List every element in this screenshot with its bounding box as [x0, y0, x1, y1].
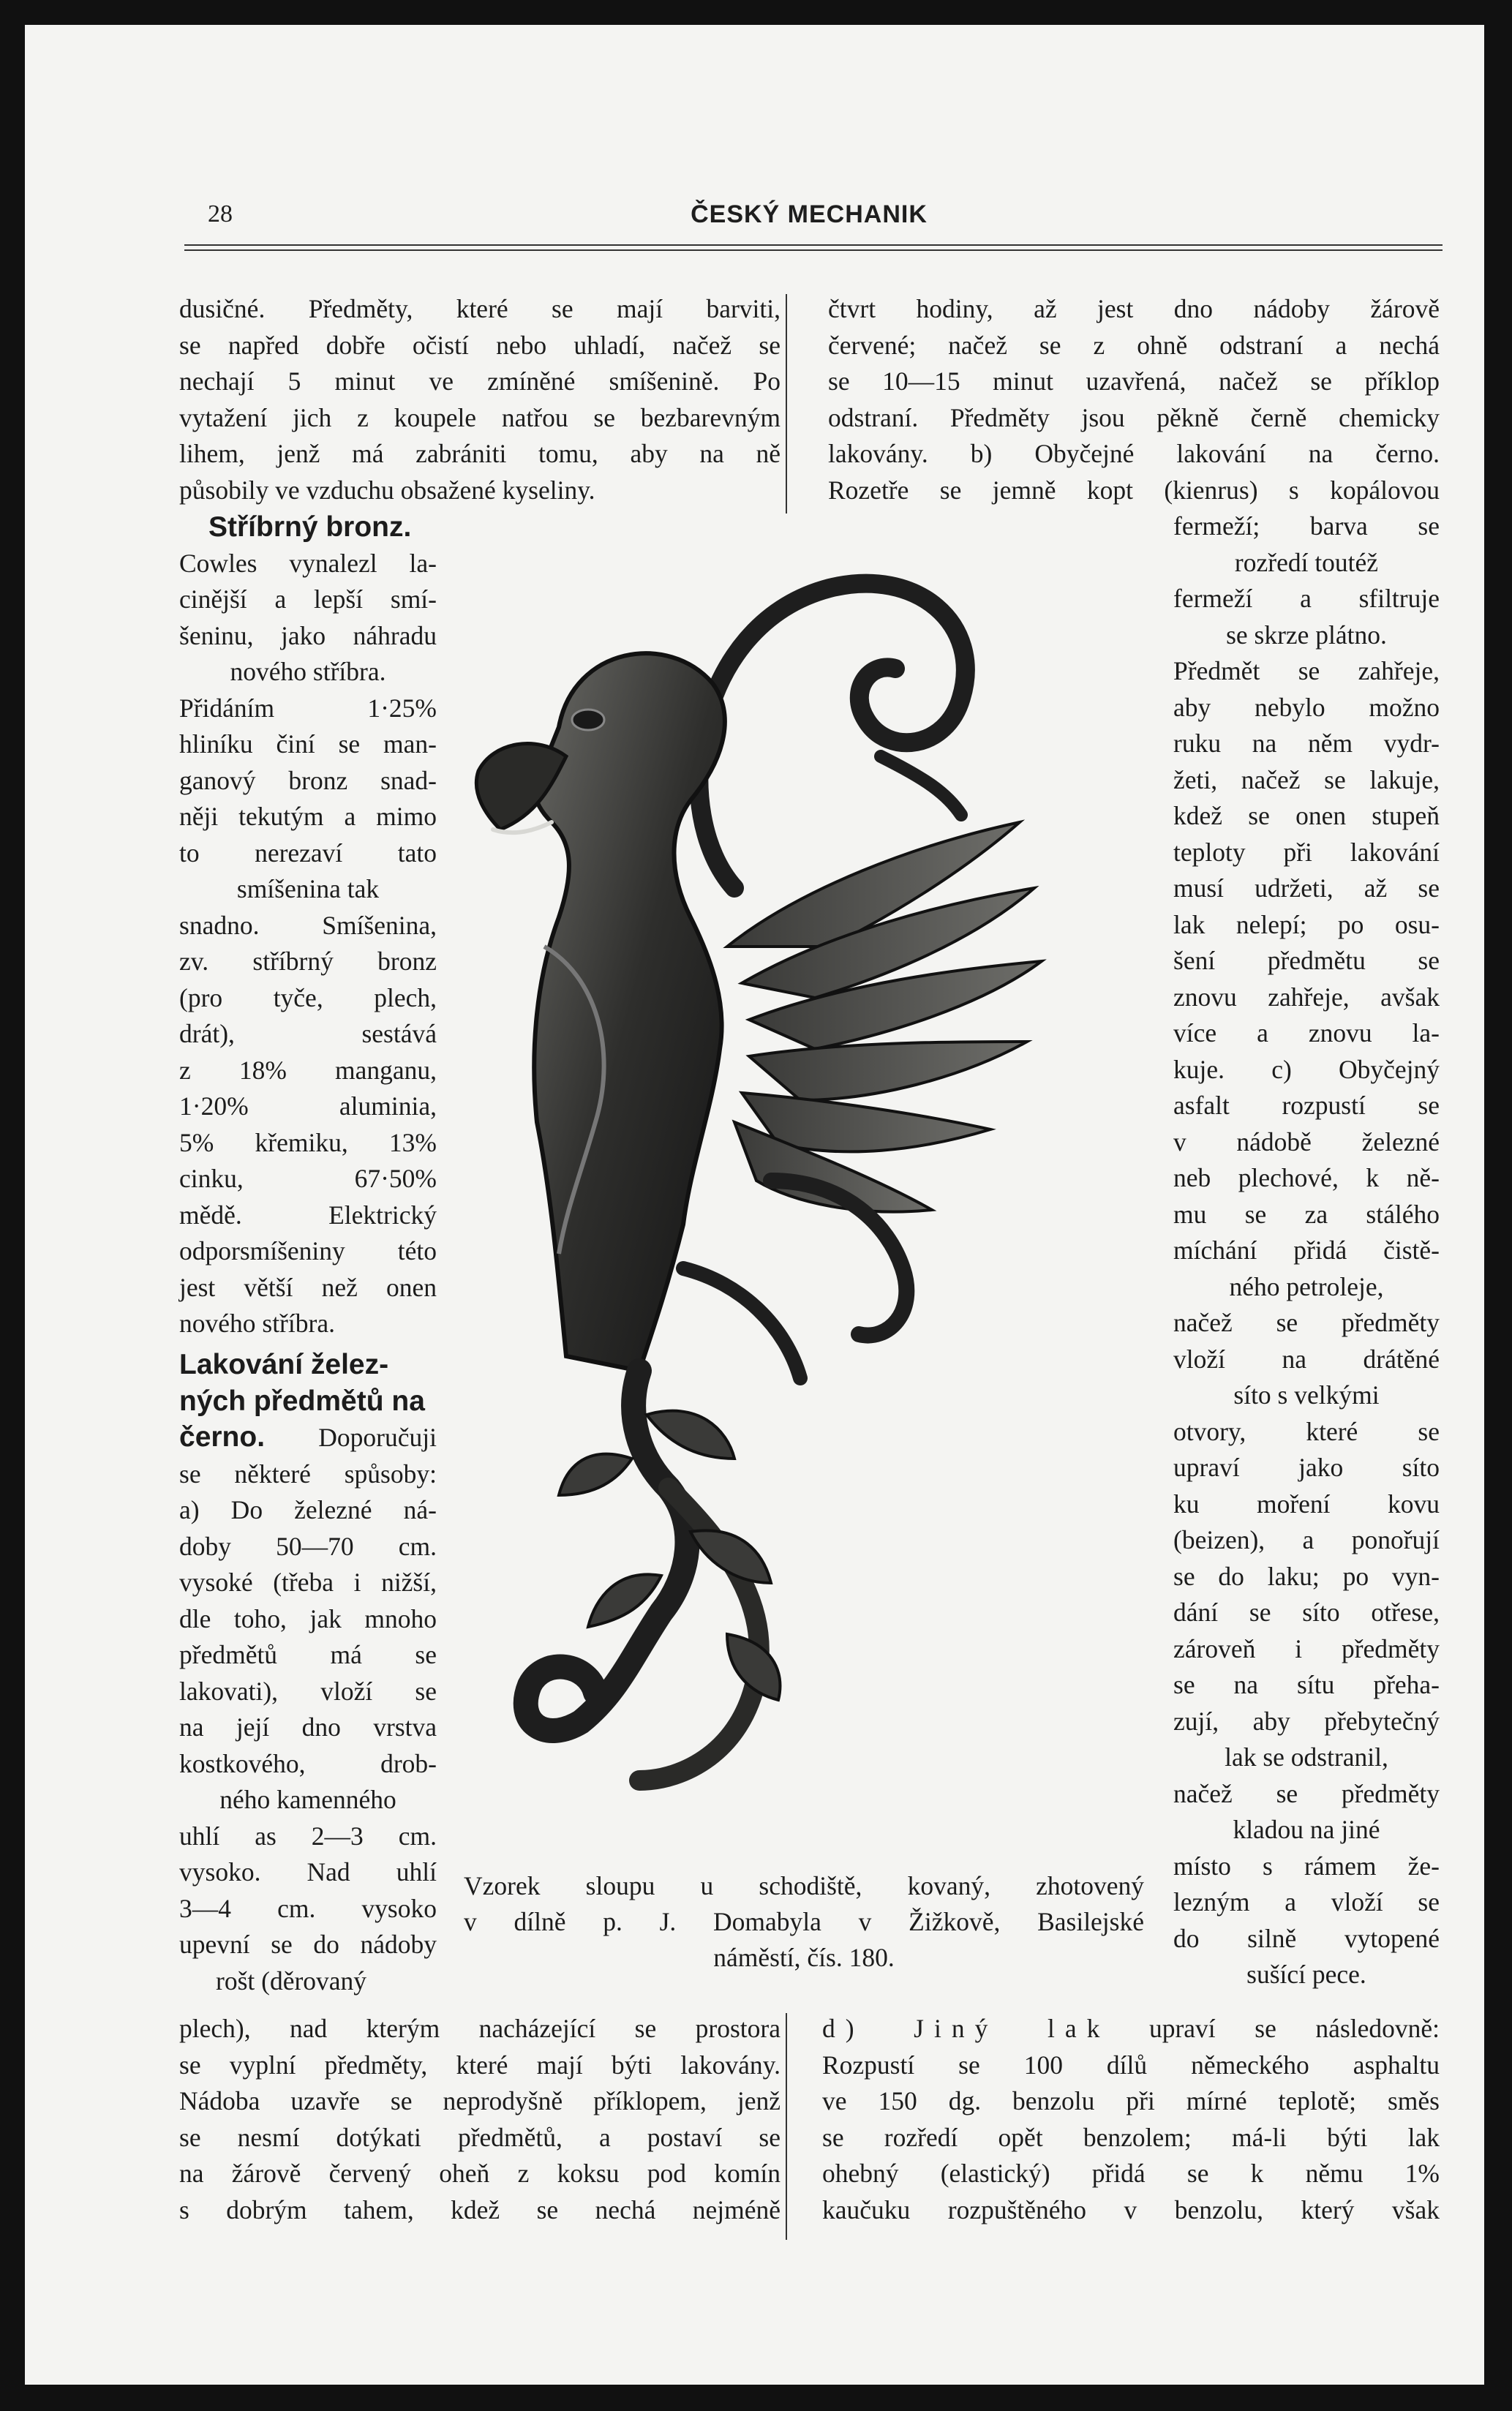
text-line: Přidáním 1·25% [179, 693, 437, 723]
text-line: vloží na drátěné [1173, 1344, 1440, 1374]
right-column-bottom [822, 2011, 1440, 2228]
text-line: lihem, jenž má zabrániti tomu, aby na ně [179, 439, 781, 468]
text-line: lak se odstranil, [1225, 1742, 1388, 1772]
text-line: teploty při lakování [1173, 837, 1440, 867]
journal-title: ČESKÝ MECHANIK [691, 200, 928, 228]
page [25, 25, 1484, 2385]
text-line: uhlí as 2—3 cm. [179, 1821, 437, 1851]
text-line: rozředí toutéž [1234, 547, 1379, 577]
header-rule-top [184, 244, 1443, 246]
text-line: zv. stříbrný bronz [179, 947, 437, 976]
text-line: vysoko. Nad uhlí [179, 1857, 437, 1887]
text-line: smíšenina tak [236, 874, 380, 903]
text-line: ganový bronz snad- [179, 765, 437, 795]
left-column-bottom [179, 2011, 781, 2228]
text-line: zují, aby přebytečný [1173, 1706, 1440, 1736]
text-line: se 10—15 minut uzavřená, načež se příklop [828, 366, 1440, 396]
text-line: cinku, 67·50% [179, 1164, 437, 1193]
text-line: hliníku činí se man- [179, 729, 437, 759]
text-line: rošt (děrovaný [216, 1966, 367, 1996]
text-line: ku moření kovu [1173, 1489, 1440, 1519]
text-line: něji tekutým a mimo [179, 802, 437, 831]
text-line: upevní se do nádoby [179, 1930, 437, 1959]
text-line: mědě. Elektrický [179, 1200, 437, 1230]
text-line: plech), nad kterým nacházející se prostora [179, 2014, 781, 2043]
text-line: načež se předměty [1173, 1778, 1440, 1808]
text-line: nového stříbra. [179, 1309, 335, 1338]
text-line: se vyplní předměty, které mají býti lakovány. [179, 2050, 781, 2080]
text-line: znovu zahřeje, avšak [1173, 982, 1440, 1012]
text-fragment: d) Jiný lak [822, 2014, 1110, 2043]
text-line: na žárově červený oheň z koksu pod komín [179, 2159, 781, 2188]
text-line: ného petroleje, [1229, 1271, 1384, 1301]
header-rule-bottom [184, 249, 1443, 251]
text-line: kaučuku rozpuštěného v benzolu, který však [822, 2194, 1440, 2224]
heading-lacquer-line: ných předmětů na [179, 1385, 425, 1417]
text-line: na její dno vrstva [179, 1712, 437, 1742]
text-line: se napřed dobře očistí nebo uhladí, načež se [179, 330, 781, 360]
column-rule-top [786, 294, 787, 514]
text-line: do silně vytopené [1173, 1923, 1440, 1953]
text-line: se nesmí dotýkati předmětů, a postaví se [179, 2122, 781, 2152]
text-line: v nádobě železné [1173, 1126, 1440, 1156]
text-line: míchání přidá čistě- [1173, 1235, 1440, 1265]
text-line: ohebný (elastický) přidá se k němu 1% [822, 2159, 1440, 2188]
text-line: šeninu, jako náhradu [179, 620, 437, 650]
text-line: dusičné. Předměty, které se mají barviti, [179, 294, 781, 323]
text-line: sušící pece. [1246, 1960, 1366, 1989]
text-line: Rozetře se jemně kopt (kienrus) s kopálovou [828, 475, 1440, 505]
text-line: kuje. c) Obyčejný [1173, 1054, 1440, 1084]
text-line: nechají 5 minut ve zmíněné smíšenině. Po [179, 366, 781, 396]
text-line: s dobrým tahem, kdež se nechá nejméně [179, 2194, 781, 2224]
wing-feathers [727, 822, 1042, 1212]
caption-line: Vzorek sloupu u schodiště, kovaný, zhotovený [464, 1871, 1144, 1900]
text-line: (pro tyče, plech, [179, 982, 437, 1012]
text-line: nového stříbra. [230, 657, 386, 686]
text-line: ného kamenného [219, 1785, 396, 1814]
text-line: Předmět se zahřeje, [1173, 656, 1440, 685]
text-line: 5% křemiku, 13% [179, 1127, 437, 1157]
right-column-narrow [1173, 508, 1440, 1993]
text-line: Nádoba uzavře se neprodyšně příklopem, jenž [179, 2086, 781, 2115]
text-line: se některé spůsoby: [179, 1459, 437, 1489]
text-line: odstraní. Předměty jsou pěkně černě chemicky [828, 402, 1440, 432]
text-line: jest větší než onen [179, 1272, 437, 1302]
text-line: lakovány. b) Obyčejné lakování na černo. [828, 439, 1440, 468]
text-line: zároveň i předměty [1173, 1633, 1440, 1663]
text-line: ve 150 dg. benzolu při mírné teplotě; směs [822, 2086, 1440, 2115]
text-line: to nerezaví tato [179, 838, 437, 868]
text-line: se na sítu přeha- [1173, 1670, 1440, 1699]
text-line: snadno. Smíšenina, [179, 910, 437, 940]
caption-line: náměstí, čís. 180. [713, 1943, 895, 1972]
griffin-ornament-figure [449, 537, 1078, 1868]
text-line: působily ve vzduchu obsažené kyseliny. [179, 475, 595, 505]
heading-silver-bronze: Stříbrný bronz. [208, 511, 412, 543]
left-column-top [179, 291, 781, 508]
heading-lacquer-line: Lakování želez- [179, 1349, 389, 1380]
text-line: se do laku; po vyn- [1173, 1561, 1440, 1591]
text-line: odporsmíšeniny této [179, 1236, 437, 1265]
text-line: a) Do železné ná- [179, 1495, 437, 1524]
left-column-lacquering [179, 1347, 437, 1999]
text-line: lezným a vloží se [1173, 1887, 1440, 1917]
text-line: lakovati), vloží se [179, 1676, 437, 1706]
text-line: šení předmětu se [1173, 946, 1440, 975]
text-line: asfalt rozpustí se [1173, 1091, 1440, 1120]
text-line: Cowles vynalezl la- [179, 548, 437, 578]
text-line: (beizen), a ponořují [1173, 1525, 1440, 1554]
text-line: 3—4 cm. vysoko [179, 1893, 437, 1923]
text-fragment: Doporučuji [318, 1423, 437, 1452]
text-line: čtvrt hodiny, až jest dno nádoby žárově [828, 294, 1440, 323]
text-line: doby 50—70 cm. [179, 1531, 437, 1561]
text-line: se skrze plátno. [1226, 620, 1387, 650]
text-line: mu se za stálého [1173, 1199, 1440, 1229]
right-column-top [828, 291, 1440, 508]
text-line: 1·20% aluminia, [179, 1091, 437, 1121]
left-column-silver-bronze [179, 509, 437, 1342]
text-line: vytažení jich z koupele natřou se bezbarevným [179, 402, 781, 432]
text-line: síto s velkými [1233, 1380, 1380, 1410]
text-line: cinější a lepší smí- [179, 584, 437, 614]
text-line: kladou na jiné [1233, 1815, 1380, 1844]
text-line: fermeží a sfiltruje [1173, 584, 1440, 613]
text-line: kdež se onen stupeň [1173, 801, 1440, 830]
heading-lacquer-line: černo. [179, 1421, 266, 1453]
text-line: musí udržeti, až se [1173, 873, 1440, 903]
running-head [184, 200, 1434, 233]
text-line: aby nebylo možno [1173, 692, 1440, 722]
figure-caption [464, 1868, 1144, 1976]
text-line: Rozpustí se 100 dílů německého asphaltu [822, 2050, 1440, 2080]
text-line: vysoké (třeba i nižší, [179, 1568, 437, 1597]
text-line: místo s rámem že- [1173, 1851, 1440, 1881]
text-line: ruku na něm vydr- [1173, 729, 1440, 758]
text-fragment: upraví se následovně: [1148, 2014, 1440, 2043]
text-line: lak nelepí; po osu- [1173, 909, 1440, 939]
text-line: kostkového, drob- [179, 1748, 437, 1778]
text-line: načež se předměty [1173, 1308, 1440, 1337]
text-line: žeti, načež se lakuje, [1173, 764, 1440, 794]
page-number: 28 [208, 200, 233, 227]
text-line: upraví jako síto [1173, 1453, 1440, 1482]
caption-line: v dílně p. J. Domabyla v Žižkově, Basilejské [464, 1907, 1144, 1936]
text-line: předmětů má se [179, 1640, 437, 1669]
text-line: z 18% manganu, [179, 1055, 437, 1085]
text-line: dle toho, jak mnoho [179, 1603, 437, 1633]
text-line: dání se síto otřese, [1173, 1598, 1440, 1627]
text-line: otvory, které se [1173, 1416, 1440, 1446]
text-line: více a znovu la- [1173, 1018, 1440, 1047]
text-line: fermeží; barva se [1173, 511, 1440, 541]
text-line: se rozředí opět benzolem; má-li býti lak [822, 2122, 1440, 2152]
text-line: červené; načež se z ohně odstraní a nechá [828, 330, 1440, 360]
text-line: neb plechové, k ně- [1173, 1163, 1440, 1192]
text-line: drát), sestává [179, 1019, 437, 1048]
column-rule-bottom [786, 2013, 787, 2240]
